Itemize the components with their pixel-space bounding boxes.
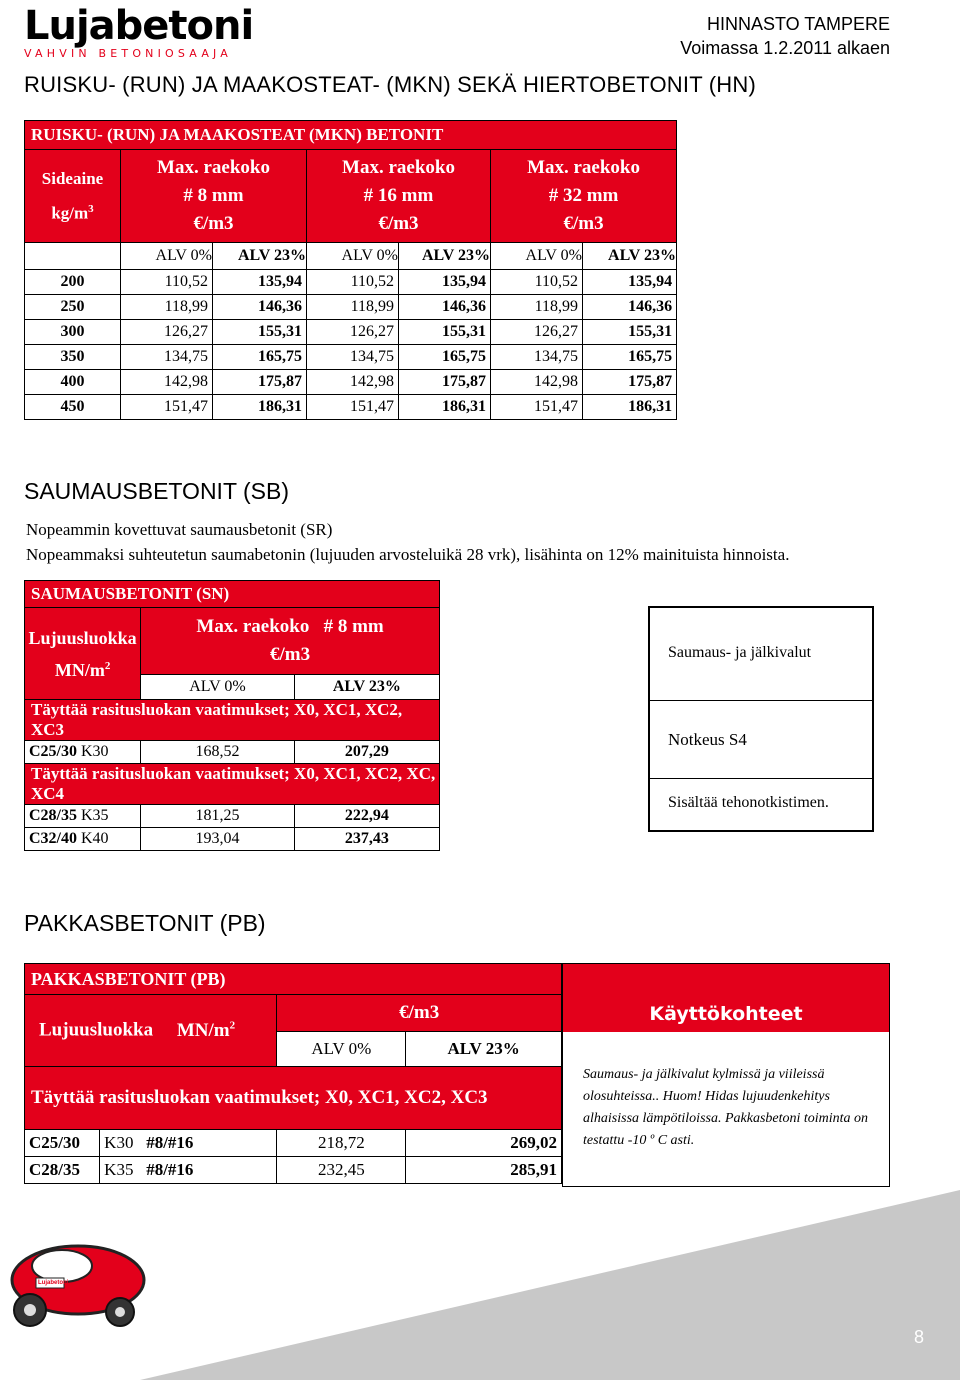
price-vat23: 186,31 — [213, 395, 307, 420]
price-vat23: 165,75 — [213, 345, 307, 370]
price-vat0: 134,75 — [307, 345, 399, 370]
binder-amount: 350 — [25, 345, 121, 370]
pb-price-table — [24, 963, 562, 1184]
class-unit: $MN/m^2$ — [176, 1019, 236, 1041]
pb-table-title: PAKKASBETONIT (PB) — [25, 964, 562, 995]
group-unit: €/m3 — [563, 213, 604, 234]
price-vat0: 126,27 — [121, 320, 213, 345]
price-vat0: 134,75 — [491, 345, 583, 370]
price-vat23: 175,87 — [213, 370, 307, 395]
sn-class-header — [25, 608, 141, 700]
group-unit: €/m3 — [378, 213, 419, 234]
vat0-header: ALV 0% — [121, 243, 213, 270]
sb-note-2: Nopeammaksi suhteutetun saumabetonin (lujuuden arvosteluikä 28 vrk), lisähinta on 12% mainituista hinnoista. — [26, 545, 790, 564]
table-row — [25, 1130, 562, 1157]
class-label: Lujuusluokka — [39, 1019, 154, 1041]
price-vat23: 135,94 — [399, 270, 491, 295]
page-title: RUISKU- (RUN) JA MAAKOSTEAT- (MKN) SEKÄ HIERTOBETONIT (HN) — [24, 72, 756, 97]
table-row — [25, 1157, 562, 1184]
price-vat23: 155,31 — [399, 320, 491, 345]
binder-label: Sideaine — [41, 168, 104, 188]
sn-size-header — [141, 608, 440, 675]
size-label-row: Max. raekoko # 8 mm — [196, 616, 384, 637]
sn-info-row — [650, 608, 872, 701]
sn-table-title: SAUMAUSBETONIT (SN) — [25, 581, 440, 608]
vat0-header: ALV 0% — [141, 675, 295, 700]
table-row — [25, 270, 677, 295]
sn-requirement-1: Täyttää rasitusluokan vaatimukset; X0, XC1, XC2, XC3 — [25, 700, 440, 741]
pb-use-panel — [562, 963, 890, 1187]
strength-class: C25/30 K30 — [25, 741, 141, 764]
price-vat0: 134,75 — [121, 345, 213, 370]
strength-class: C28/35 K35 — [25, 805, 141, 828]
price-vat0: 126,27 — [307, 320, 399, 345]
binder-amount: 200 — [25, 270, 121, 295]
table-row — [25, 828, 440, 851]
pb-use-text: Saumaus- ja jälkivalut kylmissä ja viileissä olosuhteissa.. Huom! Hidas lujuudenkehitys alhaisissa lämpötiloissa. Pakkasbetoni toiminta on testattu -10 º C asti. — [583, 1067, 869, 1148]
pb-section-title: PAKKASBETONIT (PB) — [24, 910, 266, 936]
price-vat23: 222,94 — [294, 805, 439, 828]
price-vat0: 181,25 — [141, 805, 295, 828]
price-vat0: 118,99 — [121, 295, 213, 320]
price-vat0: 151,47 — [307, 395, 399, 420]
price-vat0: 168,52 — [141, 741, 295, 764]
class-label: Lujuusluokka — [28, 627, 137, 648]
group-label: Max. raekoko — [342, 157, 455, 178]
price-vat23: 155,31 — [213, 320, 307, 345]
price-vat0: 126,27 — [491, 320, 583, 345]
price-vat0: 232,45 — [277, 1157, 406, 1184]
pricelist-name: HINNASTO TAMPERE — [706, 14, 890, 34]
run-mkn-price-table — [24, 120, 677, 420]
footer-decoration — [0, 1190, 960, 1380]
group-size: # 16 mm — [363, 185, 434, 206]
price-vat0: 193,04 — [141, 828, 295, 851]
price-vat0: 118,99 — [307, 295, 399, 320]
group-unit: €/m3 — [193, 213, 234, 234]
binder-unit: $kg/m^3$ — [51, 202, 94, 223]
vat23-header: ALV 23% — [583, 243, 677, 270]
price-vat23: 269,02 — [406, 1130, 562, 1157]
valid-from: Voimassa 1.2.2011 alkaen — [680, 38, 890, 58]
strength-class: C25/30 — [25, 1130, 100, 1157]
table-row — [25, 370, 677, 395]
vat0-header: ALV 0% — [277, 1032, 406, 1067]
table-row — [25, 805, 440, 828]
group-size: # 32 mm — [548, 185, 619, 206]
mascot-truck-icon — [12, 1246, 144, 1326]
group-size: # 8 mm — [183, 185, 244, 206]
price-vat0: 142,98 — [307, 370, 399, 395]
footer-gray-wedge — [140, 1190, 960, 1380]
price-vat23: 165,75 — [399, 345, 491, 370]
sn-info-row — [650, 700, 872, 779]
price-vat23: 186,31 — [583, 395, 677, 420]
price-vat23: 165,75 — [583, 345, 677, 370]
price-vat23: 186,31 — [399, 395, 491, 420]
strength-class: C28/35 — [25, 1157, 100, 1184]
sb-note-1: Nopeammin kovettuvat saumausbetonit (SR) — [26, 520, 333, 539]
vat0-header: ALV 0% — [307, 243, 399, 270]
price-vat0: 118,99 — [491, 295, 583, 320]
logo-wordmark: Lujabetoni — [24, 3, 254, 49]
sn-requirement-2: Täyttää rasitusluokan vaatimukset; X0, XC1, XC2, XC, XC4 — [25, 764, 440, 805]
table-row — [25, 345, 677, 370]
pb-requirement: Täyttää rasitusluokan vaatimukset; X0, XC1, XC2, XC3 — [25, 1067, 562, 1130]
pb-class-header — [25, 995, 277, 1067]
price-unit: €/m3 — [270, 644, 311, 665]
table-row — [25, 320, 677, 345]
price-vat23: 155,31 — [583, 320, 677, 345]
logo-tagline: VAHVIN BETONIOSAAJA — [24, 47, 233, 60]
binder-amount: 450 — [25, 395, 121, 420]
sn-info-2: Notkeus S4 — [668, 730, 747, 749]
binder-amount: 400 — [25, 370, 121, 395]
price-vat0: 110,52 — [491, 270, 583, 295]
table-row — [25, 395, 677, 420]
binder-amount: 250 — [25, 295, 121, 320]
price-vat23: 135,94 — [583, 270, 677, 295]
price-vat23: 146,36 — [213, 295, 307, 320]
sb-section-title: SAUMAUSBETONIT (SB) — [24, 478, 289, 504]
price-vat23: 146,36 — [583, 295, 677, 320]
table-row — [25, 741, 440, 764]
price-vat0: 151,47 — [491, 395, 583, 420]
price-vat0: 110,52 — [121, 270, 213, 295]
vat0-header: ALV 0% — [491, 243, 583, 270]
group-label: Max. raekoko — [527, 157, 640, 178]
class-unit: $MN/m^2$ — [54, 659, 111, 680]
price-vat0: 151,47 — [121, 395, 213, 420]
mascot-label: Lujabetoni — [38, 1280, 69, 1286]
price-vat0: 142,98 — [121, 370, 213, 395]
price-vat0: 142,98 — [491, 370, 583, 395]
group-header-8mm — [121, 150, 307, 243]
vat23-header: ALV 23% — [294, 675, 439, 700]
class-detail: K30 #8/#16 — [100, 1130, 277, 1157]
group-header-32mm — [491, 150, 677, 243]
price-vat0: 110,52 — [307, 270, 399, 295]
pb-use-header: Käyttökohteet — [563, 964, 889, 1032]
vat23-header: ALV 23% — [213, 243, 307, 270]
price-vat23: 175,87 — [399, 370, 491, 395]
table-title: RUISKU- (RUN) JA MAAKOSTEAT (MKN) BETONIT — [25, 121, 677, 150]
price-vat23: 146,36 — [399, 295, 491, 320]
pb-price-unit: €/m3 — [277, 995, 562, 1032]
strength-class: C32/40 K40 — [25, 828, 141, 851]
price-vat23: 135,94 — [213, 270, 307, 295]
page-number: 8 — [913, 1327, 924, 1347]
group-label: Max. raekoko — [157, 157, 270, 178]
sn-info-panel — [648, 606, 874, 832]
binder-header — [25, 150, 121, 243]
price-vat23: 285,91 — [406, 1157, 562, 1184]
price-vat0: 218,72 — [277, 1130, 406, 1157]
sn-info-3: Sisältää tehonotkistimen. — [668, 794, 829, 811]
sn-info-1: Saumaus- ja jälkivalut — [668, 644, 812, 661]
group-header-16mm — [307, 150, 491, 243]
pricelist-header — [680, 12, 890, 60]
company-logo — [24, 3, 254, 60]
binder-amount: 300 — [25, 320, 121, 345]
price-vat23: 237,43 — [294, 828, 439, 851]
price-vat23: 207,29 — [294, 741, 439, 764]
class-detail: K35 #8/#16 — [100, 1157, 277, 1184]
price-vat23: 175,87 — [583, 370, 677, 395]
sn-price-table — [24, 580, 440, 851]
table-row — [25, 295, 677, 320]
vat23-header: ALV 23% — [406, 1032, 562, 1067]
vat23-header: ALV 23% — [399, 243, 491, 270]
